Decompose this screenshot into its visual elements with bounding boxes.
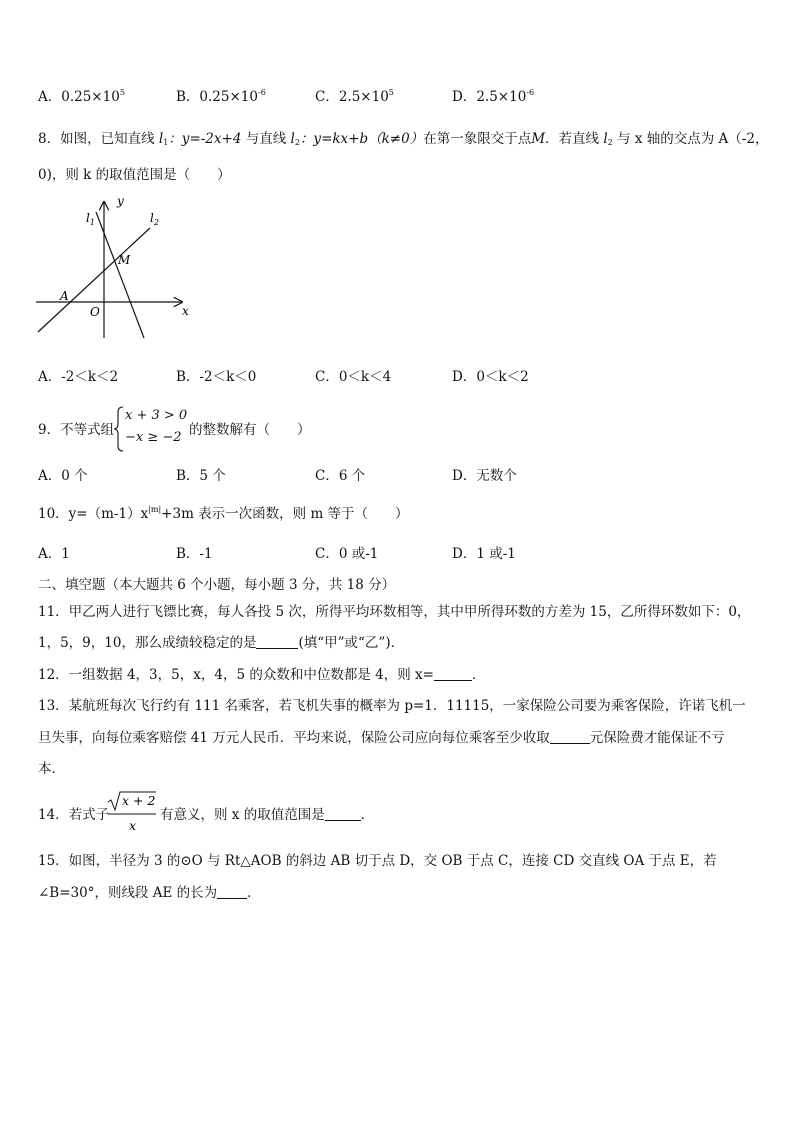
- q8-figure: [32, 192, 197, 342]
- q14-prefix: 14．若式子: [38, 807, 110, 823]
- q10-option-d: D．1 或-1: [452, 546, 516, 562]
- q10-stem: 10．$y=(m-1)x^{|m|}+3m$ 表示一次函数，则 m 等于（ ）: [38, 505, 409, 522]
- q7-option-a: A．$0.25\times 10^5$: [38, 88, 125, 105]
- q9-option-a: A．0 个: [38, 468, 88, 484]
- q15-line2: ∠B=30°，则线段 AE 的长为 ．: [38, 885, 261, 901]
- q13-line2: 旦失事，向每位乘客赔偿 41 万元人民币．平均来说，保险公司应向每位乘客至少收取 元保险费才能保证不亏: [38, 730, 725, 746]
- q10-option-b: B．-1: [176, 546, 213, 562]
- q14-fraction: [106, 790, 158, 838]
- q11-line2: 1，5，9，10，那么成绩较稳定的是 (填“甲”或“乙”)．: [38, 635, 405, 651]
- q9-option-c: C．6 个: [315, 468, 366, 484]
- q13-answer-blank[interactable]: [550, 729, 590, 744]
- y-axis-label: y: [117, 194, 124, 208]
- q12-stem: 12．一组数据 4，3，5，x，4，5 的众数和中位数都是 4，则 x= ．: [38, 667, 486, 683]
- q8-stem-line2: 0)，则 k 的取值范围是（ ）: [38, 167, 231, 183]
- q13-line1: 13．某航班每次飞行约有 111 名乘客，若飞机失事的概率为 p=1．11115，一家保险公司要为乘客保险，许诺飞机一: [38, 698, 746, 714]
- origin-label: O: [90, 305, 100, 319]
- q7-option-b: B．$0.25\times 10^{-6}$: [176, 88, 266, 105]
- q7-option-d: D．$2.5\times 10^{-6}$: [452, 88, 535, 105]
- q9-option-d: D．无数个: [452, 468, 517, 484]
- q15-line1: 15．如图，半径为 3 的⊙O 与 Rt△AOB 的斜边 AB 切于点 D，交 OB 于点 C，连接 CD 交直线 OA 于点 E，若: [38, 853, 717, 869]
- q14-suffix: 有意义，则 x 的取值范围是 ．: [160, 807, 375, 823]
- x-axis-label: x: [182, 304, 189, 318]
- q11-answer-blank[interactable]: [256, 634, 298, 649]
- q8-stem-line1: 8．如图，已知直线 $l_1$：y=-2x+4 与直线 $l_2$：y=kx+b（k≠0）在第一象限交于点M．若直线 $l_2$ 与 x 轴的交点为 A（-2，: [38, 131, 769, 147]
- q14-denominator: x: [129, 818, 137, 833]
- section-heading: 二、填空题（本大题共 6 个小题，每小题 3 分，共 18 分）: [38, 577, 396, 593]
- line-l1: [96, 212, 144, 338]
- l1-label: $l_1$: [86, 211, 95, 227]
- point-a-label: A: [60, 289, 69, 303]
- q9-inequality-1: x + 3 > 0: [125, 408, 188, 423]
- l2-label: $l_2$: [150, 211, 159, 227]
- point-m-label: M: [118, 253, 131, 267]
- q8-option-c: C．0＜k＜4: [315, 369, 392, 385]
- q8-option-b: B．-2＜k＜0: [176, 369, 257, 385]
- q15-answer-blank[interactable]: [217, 884, 247, 899]
- q9-prefix: 9．不等式组: [38, 422, 115, 438]
- q14-answer-blank[interactable]: [325, 806, 361, 821]
- q10-option-a: A．1: [38, 546, 70, 562]
- q9-inequality-2: −x ≥ −2: [125, 430, 182, 445]
- q14-radicand: x + 2: [122, 793, 156, 808]
- q8-option-d: D．0＜k＜2: [452, 369, 529, 385]
- q10-option-c: C．0 或-1: [315, 546, 379, 562]
- q8-option-a: A．-2＜k＜2: [38, 369, 119, 385]
- q7-option-c: C．$2.5\times 10^5$: [315, 88, 394, 105]
- q13-line3: 本．: [38, 761, 65, 777]
- q9-suffix: 的整数解有（ ）: [189, 422, 311, 438]
- system-brace: [114, 406, 124, 452]
- q11-line1: 11．甲乙两人进行飞镖比赛，每人各投 5 次，所得平均环数相等，其中甲所得环数的方差为 15，乙所得环数如下：0，: [38, 604, 751, 620]
- q12-answer-blank[interactable]: [434, 666, 472, 681]
- q9-option-b: B．5 个: [176, 468, 226, 484]
